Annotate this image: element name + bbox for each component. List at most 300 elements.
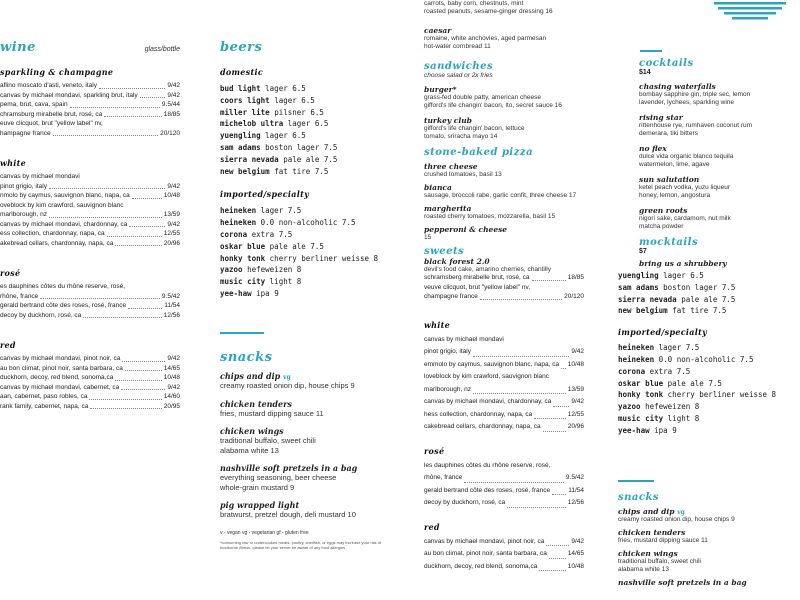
wine-name: aflino moscato d'asti, veneto, italy bbox=[0, 82, 97, 89]
wine-row bbox=[0, 182, 180, 192]
beer-name: honky tonk bbox=[618, 390, 664, 400]
sandwich-list bbox=[424, 85, 584, 141]
beer-name: michelob ultra bbox=[220, 119, 284, 129]
beer-style: fat tire bbox=[672, 306, 709, 316]
wine-column bbox=[0, 40, 180, 411]
wine-row bbox=[0, 402, 180, 412]
beer-row bbox=[220, 264, 400, 276]
col3-rose-heading: rosé bbox=[424, 445, 445, 456]
beer-name: yazoo bbox=[618, 402, 641, 412]
wine-row bbox=[424, 472, 584, 485]
wine-price: 12/56 bbox=[163, 311, 180, 319]
dot-leader bbox=[89, 392, 161, 400]
wine-price: 9/42 bbox=[571, 398, 584, 405]
wine-price: 14/60 bbox=[163, 393, 180, 400]
col4-snacks-column bbox=[618, 492, 798, 591]
menu-item-title bbox=[424, 183, 584, 192]
menu-item bbox=[220, 426, 400, 455]
menu-item-desc: traditional buffalo, sweet chili alabama white 13 bbox=[618, 558, 701, 573]
mocktails-title: mocktails bbox=[639, 237, 699, 248]
menu-item-name: rising star bbox=[639, 113, 683, 122]
menu-item-desc: nigori sake, cardamom, nut milk matcha powder bbox=[639, 215, 731, 230]
menu-item-name: chicken tenders bbox=[220, 398, 292, 409]
wine-price: 20/96 bbox=[567, 423, 584, 430]
dot-leader bbox=[121, 383, 165, 391]
cocktails-rule bbox=[640, 50, 662, 52]
beer-row bbox=[618, 366, 798, 378]
beer-row bbox=[618, 282, 798, 294]
wine-price: 9/42 bbox=[571, 348, 584, 355]
wine-title: wine bbox=[0, 40, 36, 55]
beer-price: 6.5 bbox=[310, 107, 324, 117]
wine-price: 9/42 bbox=[167, 182, 180, 190]
dot-leader bbox=[140, 91, 166, 99]
wine-name: au bon climat, pinot noir, santa barbara, ca bbox=[0, 364, 123, 372]
dot-leader bbox=[99, 81, 165, 89]
beer-style: pale ale bbox=[667, 378, 704, 388]
wine-name: hess collection, chardonnay, napa, ca bbox=[424, 410, 533, 418]
beer-price: 8 bbox=[694, 413, 700, 423]
beer-price: 7.5 bbox=[712, 306, 727, 316]
wine-price: 14/65 bbox=[567, 550, 584, 557]
dot-leader bbox=[507, 497, 565, 508]
wine-row bbox=[0, 282, 180, 292]
beer-row bbox=[220, 241, 400, 253]
wine-name: canvas by michael mondavi, pinot noir, ca bbox=[424, 537, 545, 545]
beer-price: 8 bbox=[373, 253, 379, 263]
dot-leader bbox=[115, 239, 161, 247]
beer-price: 6.5 bbox=[292, 131, 306, 141]
dot-leader bbox=[122, 354, 165, 362]
wine-row bbox=[0, 301, 180, 311]
cocktails-price: $14 bbox=[639, 69, 651, 76]
wine-name: ess collection, chardonnay, napa, ca bbox=[0, 230, 105, 237]
mocktail-list bbox=[639, 259, 798, 268]
wine-name: canvas by michael mondavi, cabernet, ca bbox=[0, 383, 120, 391]
wine-name: akebread cellars, chardonnay, napa, ca bbox=[0, 239, 114, 247]
wine-name: canvas by michael mondavi bbox=[424, 335, 504, 343]
beer-style: ipa bbox=[256, 288, 270, 298]
dot-leader bbox=[473, 384, 566, 395]
wine-price: 9/42 bbox=[167, 355, 180, 362]
wine-name: au bon climat, pinot noir, santa barbara, ca bbox=[424, 550, 547, 557]
dot-leader bbox=[90, 402, 161, 410]
beer-price: 7.5 bbox=[341, 218, 356, 228]
menu-item-name: pepperoni & cheese bbox=[424, 225, 508, 234]
wine-name: pinot grigio, italy bbox=[0, 182, 47, 190]
overlap-wine-row-3: champagne france 20/120 bbox=[424, 293, 584, 300]
wine-row bbox=[424, 409, 584, 422]
beer-row bbox=[220, 83, 400, 95]
beer-price: 7.5 bbox=[314, 166, 329, 176]
wine-name: marlborough, nz bbox=[0, 211, 47, 218]
menu-item bbox=[424, 162, 584, 179]
wine-price: 13/59 bbox=[567, 385, 584, 393]
dot-leader bbox=[40, 292, 160, 300]
dot-leader bbox=[53, 129, 159, 137]
wine-row bbox=[424, 460, 584, 473]
beer-row bbox=[618, 425, 798, 437]
beer-name: yuengling bbox=[618, 271, 659, 280]
menu-item-name: sun salutation bbox=[639, 175, 700, 184]
menu-item-name: chicken wings bbox=[618, 549, 678, 558]
wine-row bbox=[0, 129, 180, 139]
beer-price: 7.5 bbox=[278, 229, 293, 239]
domestic-heading: domestic bbox=[220, 67, 263, 77]
wine-row bbox=[424, 485, 584, 498]
wine-row bbox=[0, 100, 180, 110]
wine-name: canvas by michael mondavi, sparkling brut, italy bbox=[0, 91, 138, 99]
domestic-beer-list bbox=[220, 83, 400, 177]
wine-name: duckhorn, decoy, red blend, sonoma,ca bbox=[0, 374, 114, 381]
wine-name: nmolo by caymus, sauvignon blanc, napa, ca bbox=[0, 192, 130, 199]
menu-item-name: chicken wings bbox=[220, 426, 284, 436]
beer-style: light bbox=[269, 277, 293, 287]
beer-name: heineken bbox=[220, 206, 257, 216]
menu-item-name: bring us a shrubbery bbox=[639, 259, 727, 268]
beer-name: heineken bbox=[618, 343, 655, 353]
menu-item bbox=[220, 500, 400, 520]
menu-item-desc: bombay sapphire gin, triple sec, lemon lavender, lychees, sparkling wine bbox=[639, 91, 751, 106]
beer-price: 7.5 bbox=[676, 366, 691, 376]
dot-leader bbox=[561, 359, 566, 370]
wine-price: 10/48 bbox=[163, 374, 180, 381]
beer-name: yazoo bbox=[220, 265, 243, 275]
allergy-disclaimer: *consuming raw or undercooked meats, poultry, shellfish, or eggs may increase your risk of foodborne illness, please let your server be aware of any food allergies bbox=[220, 539, 382, 550]
wine-name: duckhorn, decoy, red blend, sonoma,ca bbox=[424, 562, 538, 570]
beer-name: oskar blue bbox=[618, 378, 664, 388]
beer-price: 6.5 bbox=[314, 119, 329, 129]
menu-item-title bbox=[220, 463, 400, 473]
beer-price: 7.5 bbox=[323, 154, 338, 164]
wine-name: emmolo by caymus, sauvignon blanc, napa, ca bbox=[424, 360, 560, 368]
menu-item-title bbox=[639, 113, 798, 122]
beer-row bbox=[220, 276, 400, 288]
wine-row bbox=[0, 364, 180, 374]
beer-style: pale ale bbox=[269, 241, 306, 251]
menu-item-title bbox=[424, 257, 584, 266]
beer-row bbox=[220, 253, 400, 265]
beer-name: heineken bbox=[618, 354, 655, 364]
overlap-wine-row-1: schramsberg mirabelle brut, rosé, ca 18/85 bbox=[424, 274, 584, 281]
wine-row bbox=[424, 548, 584, 561]
wine-row bbox=[0, 201, 180, 211]
beer-price: 7.5 bbox=[310, 241, 324, 251]
white-wine-list bbox=[0, 172, 180, 248]
beer-name: music city bbox=[618, 413, 664, 423]
menu-item-name: green roots bbox=[639, 206, 688, 215]
col3-red-list bbox=[424, 536, 584, 574]
beer-price: 7.5 bbox=[287, 206, 302, 216]
sweets-list bbox=[424, 257, 584, 274]
wine-name: marlborough, nz bbox=[424, 385, 471, 393]
wine-name: canvas by michael mondavi, pinot noir, ca bbox=[0, 355, 121, 362]
beer-name: coors light bbox=[220, 95, 270, 105]
menu-item bbox=[424, 183, 584, 200]
menu-item-name: turkey club bbox=[424, 116, 472, 125]
beer-row bbox=[220, 154, 400, 166]
menu-item-desc: creamy roasted onion dip, house chips 9 bbox=[220, 381, 355, 390]
wine-name: decoy by duckhorn, rosé, ca bbox=[424, 499, 506, 506]
overlap-wine-row-2: veuve clicquot, brut "yellow label" nv, bbox=[424, 283, 531, 291]
menu-item-title bbox=[618, 549, 798, 558]
menu-item-desc: rittenhouse rye, rumhaven coconut rum demerara, tiki bitters bbox=[639, 122, 753, 137]
mocktails-price: $7 bbox=[639, 248, 647, 255]
beer-name: sam adams bbox=[220, 142, 261, 152]
wine-price: 9/42 bbox=[167, 383, 180, 391]
menu-item bbox=[639, 206, 798, 231]
salad-top-line-2: roasted peanuts, sesame-ginger dressing 16 bbox=[424, 8, 553, 15]
beer-name: yee-haw bbox=[220, 288, 252, 298]
beer-price: 8 bbox=[694, 402, 700, 412]
beer-style: lager bbox=[658, 343, 682, 353]
beer-name: new belgium bbox=[220, 166, 270, 176]
dot-leader bbox=[104, 110, 161, 118]
wine-row bbox=[0, 354, 180, 364]
dot-leader bbox=[534, 409, 565, 420]
wine-row bbox=[0, 81, 180, 91]
wine-row bbox=[424, 371, 584, 384]
menu-item-title bbox=[424, 85, 584, 94]
wine-row bbox=[0, 210, 180, 220]
beer-style: pale ale bbox=[283, 154, 320, 164]
beer-style: fat tire bbox=[274, 166, 311, 176]
menu-item-desc: devil's food cake, amarino cherries, chantilly bbox=[424, 266, 551, 273]
wine-name: gerald bertrand côte des roses, rosé, france bbox=[0, 302, 127, 309]
menu-item-title bbox=[220, 371, 400, 381]
snacks-list bbox=[220, 371, 400, 520]
menu-item-desc: gifford's life changin' bacon, lettuce tomato, sriracha mayo 14 bbox=[424, 125, 525, 140]
wine-row bbox=[0, 239, 180, 249]
menu-item bbox=[424, 116, 584, 141]
beer-row bbox=[618, 401, 798, 413]
wine-price: 20/95 bbox=[163, 402, 180, 410]
menu-item-desc: grass-fed double patty, american cheese gifford's life changin' bacon, lto, secret sauce 16 bbox=[424, 94, 562, 109]
menu-item-name: no flex bbox=[639, 144, 667, 153]
dot-leader bbox=[115, 373, 161, 381]
menu-item-desc: 15 bbox=[424, 234, 432, 241]
menu-item bbox=[639, 113, 798, 138]
menu-item-title bbox=[424, 116, 584, 125]
snacks-column bbox=[220, 350, 400, 551]
beer-style: lager bbox=[265, 131, 288, 141]
menu-item-title bbox=[639, 175, 798, 184]
wine-price: 20/120 bbox=[160, 129, 180, 137]
beer-style: cherry berliner weisse bbox=[667, 390, 768, 400]
wine-price: 18/85 bbox=[163, 110, 180, 118]
menu-item-title bbox=[618, 507, 798, 516]
dot-leader bbox=[543, 421, 566, 432]
dot-leader bbox=[129, 220, 165, 228]
beer-style: ipa bbox=[654, 425, 668, 435]
wine-row bbox=[0, 91, 180, 101]
wine-row bbox=[424, 561, 584, 574]
snacks-rule bbox=[220, 332, 264, 334]
wine-row bbox=[0, 392, 180, 402]
dot-leader bbox=[107, 229, 162, 237]
beers-column bbox=[220, 40, 400, 300]
wine-name: euve clicquot, brut "yellow label" nv, bbox=[0, 120, 103, 127]
menu-item-desc: fries, mustard dipping sauce 11 bbox=[618, 537, 708, 544]
beer-row bbox=[220, 107, 400, 119]
menu-item-title bbox=[220, 500, 400, 510]
menu-item-desc: crushed tomatoes, basil 13 bbox=[424, 171, 502, 178]
wine-price: 10/48 bbox=[163, 192, 180, 199]
beer-style: pale ale bbox=[681, 294, 718, 304]
wine-price: 12/55 bbox=[163, 230, 180, 237]
wine-name: canvas by michael mondavi, chardonnay, ca bbox=[424, 398, 552, 405]
beers-title: beers bbox=[220, 40, 263, 55]
menu-item-name: bianca bbox=[424, 183, 452, 192]
menu-item-desc: traditional buffalo, sweet chili alabama white 13 bbox=[220, 436, 316, 455]
beer-name: corona bbox=[220, 229, 248, 239]
wine-row bbox=[424, 384, 584, 397]
wine-row bbox=[0, 373, 180, 383]
beer-name: bud light bbox=[220, 84, 261, 93]
beer-row bbox=[220, 142, 400, 154]
dot-leader bbox=[552, 485, 566, 496]
beer-style: lager bbox=[287, 119, 311, 129]
col3-rose-list bbox=[424, 460, 584, 510]
beer-name: heineken bbox=[220, 218, 257, 228]
menu-item-name: chicken tenders bbox=[618, 528, 686, 537]
glass-bottle-note: glass/bottle bbox=[144, 46, 180, 53]
menu-item-desc: everything seasoning, beer cheese whole-grain mustard 9 bbox=[220, 473, 337, 492]
wine-price: 14/65 bbox=[163, 364, 180, 372]
wine-row bbox=[424, 536, 584, 549]
wine-row bbox=[424, 334, 584, 347]
beer-price: 9 bbox=[274, 288, 279, 298]
wine-name: rank family, cabernet, napa, ca bbox=[0, 402, 89, 410]
diet-legend: v - vegan vg - vegetarian gf - gluten free bbox=[220, 529, 309, 536]
col3-white-heading: white bbox=[424, 319, 451, 330]
menu-item bbox=[639, 144, 798, 169]
beer-style: cherry berliner weisse bbox=[269, 253, 370, 263]
wine-name: hampagne france bbox=[0, 129, 51, 137]
menu-item-title bbox=[639, 82, 798, 91]
wine-price: 12/56 bbox=[567, 499, 584, 506]
menu-item-name: nashville soft pretzels in a bag bbox=[618, 578, 747, 587]
wine-price: 11/54 bbox=[568, 486, 584, 494]
menu-item bbox=[424, 85, 584, 110]
beer-row bbox=[220, 288, 400, 300]
wine-name: rhône, france bbox=[424, 474, 463, 481]
menu-item-name: three cheese bbox=[424, 162, 478, 171]
wine-price: 9/42 bbox=[167, 82, 180, 89]
col4-snacks-title: snacks bbox=[618, 492, 660, 503]
imported-beer-list bbox=[220, 205, 400, 299]
beer-price: 7.5 bbox=[721, 282, 736, 292]
wine-price: 9/42 bbox=[571, 537, 584, 545]
menu-item-title bbox=[220, 426, 400, 436]
rose-wine-list bbox=[0, 282, 180, 320]
wine-row bbox=[0, 220, 180, 230]
menu-item-name: margherita bbox=[424, 204, 472, 213]
caesar-title: caesar bbox=[424, 26, 452, 35]
menu-item-name: chips and dip bbox=[618, 507, 675, 516]
beer-style: lager bbox=[265, 84, 288, 93]
sandwiches-note: choose salad or 2x fries bbox=[424, 72, 493, 79]
beer-style: hefeweizen bbox=[247, 265, 293, 275]
beer-name: corona bbox=[618, 366, 646, 376]
beer-row bbox=[220, 205, 400, 217]
menu-item-name: black forest 2.0 bbox=[424, 257, 490, 266]
sparkling-heading: sparkling & champagne bbox=[0, 67, 114, 77]
beer-style: lager bbox=[663, 271, 686, 280]
cocktails-title: cocktails bbox=[639, 58, 694, 69]
menu-item-title bbox=[618, 528, 798, 537]
col4-imported-heading: imported/specialty bbox=[618, 327, 708, 338]
wine-price: 9.5/42 bbox=[161, 292, 180, 300]
wine-row bbox=[0, 229, 180, 239]
beer-style: lager bbox=[274, 95, 297, 105]
menu-item bbox=[618, 528, 798, 545]
beer-style: extra bbox=[649, 366, 673, 376]
beer-row bbox=[220, 166, 400, 178]
beer-price: 8 bbox=[296, 277, 302, 287]
beer-price: 6.5 bbox=[301, 95, 315, 105]
wine-row bbox=[0, 311, 180, 321]
dot-leader bbox=[83, 311, 161, 319]
beer-name: sam adams bbox=[618, 282, 659, 292]
wine-row bbox=[0, 172, 180, 182]
menu-item-desc: roasted cherry tomatoes, mozzarella, basil 15 bbox=[424, 213, 556, 220]
wine-price: 10/48 bbox=[567, 360, 584, 368]
dot-leader bbox=[539, 561, 565, 572]
menu-item-desc: ketel peach vodka, yuzu liqueur honey, lemon, angostura bbox=[639, 184, 731, 199]
col4-imported-beer-list bbox=[618, 342, 798, 436]
menu-item-title bbox=[424, 225, 584, 234]
menu-item bbox=[424, 225, 584, 242]
wine-price: 13/59 bbox=[163, 211, 180, 218]
col4-snacks-list bbox=[618, 507, 798, 587]
menu-item-name: pig wrapped light bbox=[220, 500, 300, 510]
snacks-title: snacks bbox=[220, 350, 273, 365]
dot-leader bbox=[553, 396, 569, 407]
wine-price: 9.5/42 bbox=[565, 474, 584, 481]
wine-name: pinot grigio, italy bbox=[424, 348, 471, 355]
wine-row bbox=[0, 191, 180, 201]
logo-stripes-graphic bbox=[700, 0, 800, 22]
beer-name: sierra nevada bbox=[618, 294, 677, 304]
beer-row bbox=[220, 95, 400, 107]
beer-style: boston lager bbox=[663, 282, 718, 292]
wine-name: pema, brut, cava, spain bbox=[0, 101, 68, 108]
dot-leader bbox=[473, 346, 569, 357]
dot-leader bbox=[464, 472, 564, 483]
dot-leader bbox=[49, 210, 162, 218]
pizza-list bbox=[424, 162, 584, 242]
imported-heading: imported/specialty bbox=[220, 189, 310, 200]
menu-item bbox=[220, 371, 400, 391]
beer-price: 8 bbox=[296, 265, 302, 275]
wine-name: les dauphines côtes du rhône reserve, rosé, bbox=[424, 461, 551, 469]
dot-leader bbox=[125, 364, 162, 372]
beer-row bbox=[618, 342, 798, 354]
beer-row bbox=[220, 118, 400, 130]
menu-item-name: burger* bbox=[424, 85, 457, 94]
diet-tag: vg bbox=[283, 374, 291, 381]
wine-price: 12/55 bbox=[567, 410, 584, 418]
wine-price: 20/96 bbox=[163, 239, 180, 247]
wine-row bbox=[424, 497, 584, 510]
menu-item-name: nashville soft pretzels in a bag bbox=[220, 463, 358, 473]
menu-item bbox=[220, 399, 400, 419]
wine-price: 10/48 bbox=[567, 562, 584, 570]
beer-style: 0.0 non-alcoholic bbox=[658, 354, 736, 364]
wine-price: 9/42 bbox=[167, 220, 180, 228]
diet-tag: vg bbox=[677, 509, 685, 516]
